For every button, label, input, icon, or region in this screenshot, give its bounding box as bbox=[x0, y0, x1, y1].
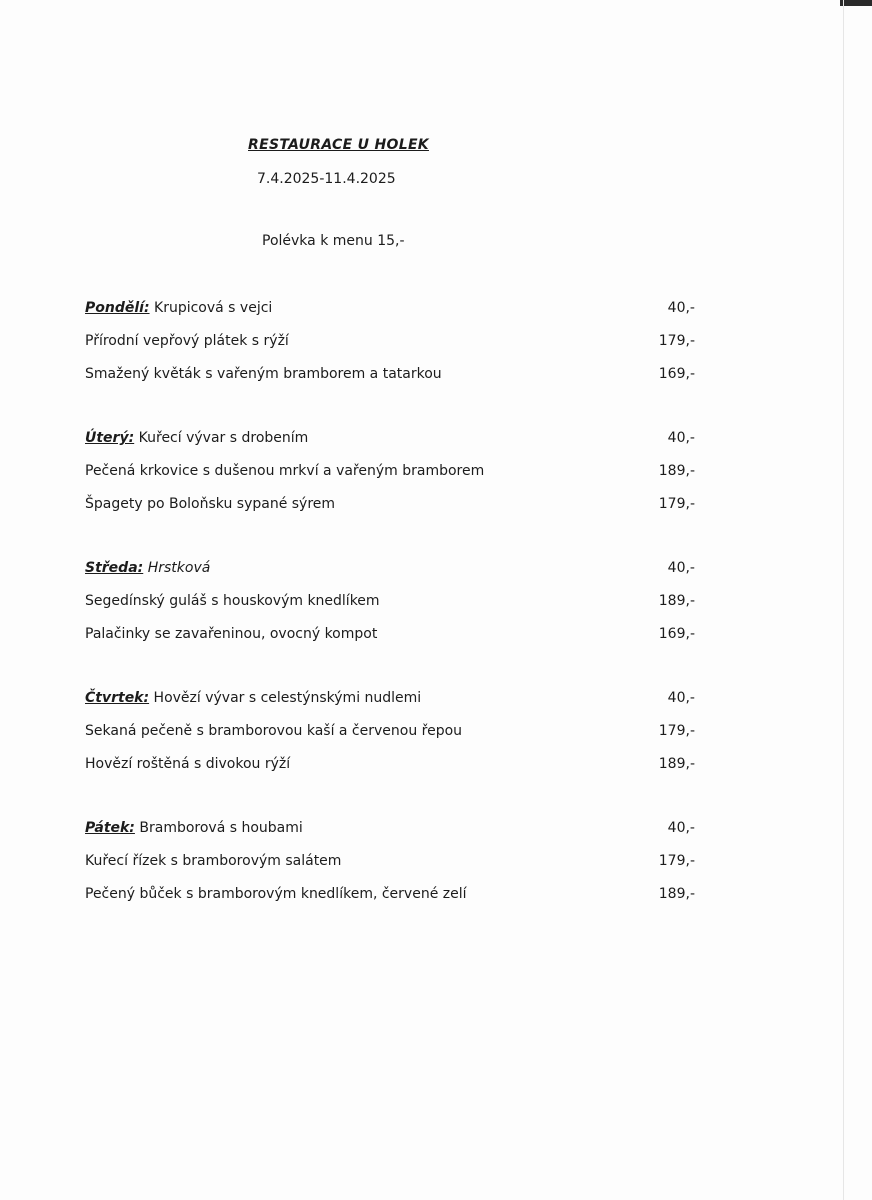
dish-price: 40,- bbox=[667, 820, 695, 836]
menu-row bbox=[85, 366, 695, 399]
dish-price: 169,- bbox=[658, 366, 695, 382]
day-thursday bbox=[85, 690, 695, 789]
menu-row bbox=[85, 560, 695, 593]
dish-name: Kuřecí řízek s bramborovým salátem bbox=[85, 853, 342, 869]
dish-name: Bramborová s houbami bbox=[139, 820, 303, 836]
dish-name: Špagety po Boloňsku sypané sýrem bbox=[85, 496, 336, 512]
menu-row bbox=[85, 820, 695, 853]
menu-dates: 7.4.2025-11.4.2025 bbox=[257, 171, 396, 187]
menu-row bbox=[85, 463, 695, 496]
dish-price: 169,- bbox=[658, 626, 695, 642]
dish-name: Segedínský guláš s houskovým knedlíkem bbox=[85, 593, 380, 609]
dish-price: 189,- bbox=[658, 886, 695, 902]
day-label: Čtvrtek: bbox=[85, 690, 150, 706]
dish-price: 189,- bbox=[658, 593, 695, 609]
menu-row bbox=[85, 430, 695, 463]
menu-row bbox=[85, 886, 695, 919]
dish-name: Přírodní vepřový plátek s rýží bbox=[85, 333, 289, 349]
day-label: Pondělí: bbox=[85, 300, 150, 316]
dish-name: Smažený květák s vařeným bramborem a tatarkou bbox=[85, 366, 442, 382]
dish-name: Sekaná pečeně s bramborovou kaší a červenou řepou bbox=[85, 723, 463, 739]
day-monday bbox=[85, 300, 695, 399]
dish-name: Pečená krkovice s dušenou mrkví a vařeným bramborem bbox=[85, 463, 485, 479]
menu-row bbox=[85, 723, 695, 756]
dish-price: 40,- bbox=[667, 690, 695, 706]
dish-price: 40,- bbox=[667, 430, 695, 446]
scan-corner-mark bbox=[840, 0, 872, 6]
menu-row bbox=[85, 333, 695, 366]
menu-row bbox=[85, 756, 695, 789]
dish-name: Pečený bůček s bramborovým knedlíkem, červené zelí bbox=[85, 886, 467, 902]
dish-name: Palačinky se zavařeninou, ovocný kompot bbox=[85, 626, 378, 642]
dish-price: 40,- bbox=[667, 300, 695, 316]
menu-row bbox=[85, 690, 695, 723]
dish-price: 179,- bbox=[658, 496, 695, 512]
day-wednesday bbox=[85, 560, 695, 659]
dish-name: Krupicová s vejci bbox=[154, 300, 273, 316]
dish-price: 189,- bbox=[658, 756, 695, 772]
dish-name: Hovězí roštěná s divokou rýží bbox=[85, 756, 291, 772]
day-tuesday bbox=[85, 430, 695, 529]
scan-edge-line bbox=[843, 0, 844, 1200]
menu-row bbox=[85, 300, 695, 333]
day-friday bbox=[85, 820, 695, 919]
dish-price: 179,- bbox=[658, 853, 695, 869]
dish-name: Hovězí vývar s celestýnskými nudlemi bbox=[153, 690, 422, 706]
dish-price: 189,- bbox=[658, 463, 695, 479]
menu-row bbox=[85, 593, 695, 626]
day-label: Středa: bbox=[85, 560, 144, 576]
dish-name: Hrstková bbox=[147, 560, 211, 576]
dish-price: 40,- bbox=[667, 560, 695, 576]
dish-price: 179,- bbox=[658, 723, 695, 739]
dish-name: Kuřecí vývar s drobením bbox=[138, 430, 309, 446]
soup-price-note: Polévka k menu 15,- bbox=[262, 233, 405, 249]
menu-row bbox=[85, 853, 695, 886]
dish-price: 179,- bbox=[658, 333, 695, 349]
menu-row bbox=[85, 496, 695, 529]
menu-row bbox=[85, 626, 695, 659]
day-label: Úterý: bbox=[85, 430, 135, 446]
day-label: Pátek: bbox=[85, 820, 135, 836]
restaurant-title: RESTAURACE U HOLEK bbox=[248, 137, 429, 153]
